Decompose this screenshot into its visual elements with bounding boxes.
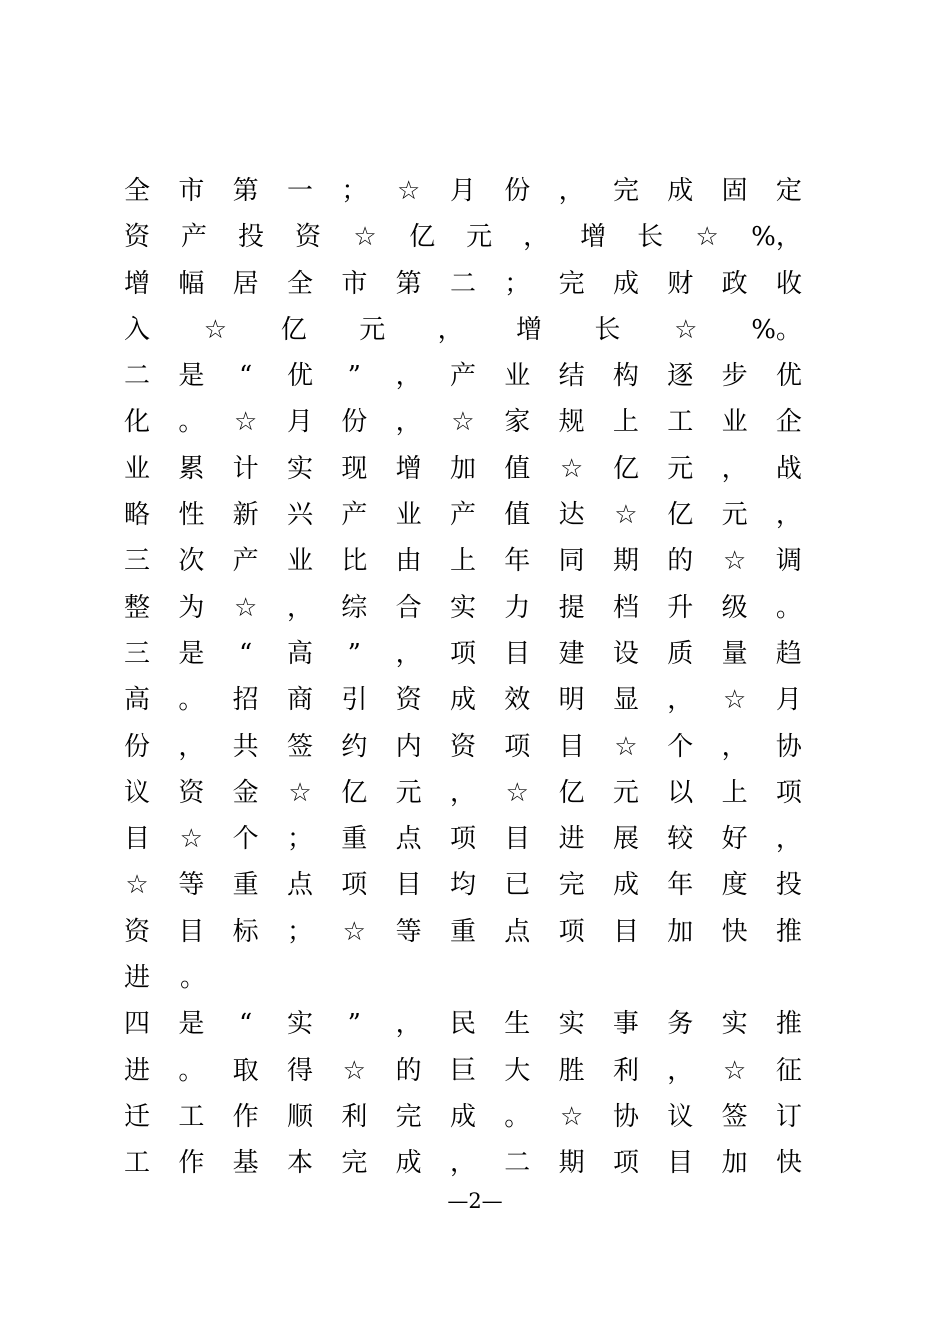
text-char: ， [449, 777, 476, 808]
text-char: 个 [232, 824, 259, 855]
text-char: 完 [612, 176, 639, 206]
text-char: 工 [667, 407, 694, 438]
text-char: 目 [612, 916, 639, 947]
text-char: 值 [504, 453, 531, 484]
text-char: ☆ [614, 731, 638, 762]
text-char: ☆ [203, 314, 228, 345]
text-char: 进 [124, 1055, 151, 1086]
text-char: 。 [178, 685, 205, 716]
text-char: 月 [449, 176, 476, 206]
text-char: 实 [286, 453, 313, 484]
text-char: 年 [667, 870, 694, 901]
text-char: 上 [612, 407, 639, 438]
text-char: 档 [612, 592, 639, 623]
text-char: 征 [775, 1055, 802, 1086]
text-char: ☆ [451, 407, 475, 438]
text-char: 投 [775, 870, 802, 901]
text-char: 成 [667, 176, 694, 206]
text-char: ， [523, 222, 550, 253]
page-number: —2— [447, 1189, 503, 1213]
text-char: ” [347, 361, 361, 392]
text-char: 份 [504, 176, 531, 206]
text-char: 同 [558, 546, 585, 577]
text-char: 市 [178, 176, 205, 206]
text-char: 项 [504, 731, 531, 762]
text-char: ； [341, 176, 368, 206]
text-char: 战 [775, 453, 802, 484]
text-char: ☆ [125, 870, 149, 901]
text-char: 推 [775, 916, 802, 947]
text-char: 签 [286, 731, 313, 762]
text-char: 资 [178, 777, 205, 808]
text-char: ； [286, 916, 313, 947]
text-char: 成 [612, 870, 639, 901]
text-char: 实 [449, 592, 476, 623]
text-char: 亿 [280, 314, 307, 345]
text-char: 月 [775, 685, 802, 716]
text-char: 项 [558, 916, 585, 947]
text-char: ， [395, 1009, 422, 1040]
text-char: 项 [449, 824, 476, 855]
text-char: 长 [637, 222, 664, 253]
text-char: 快 [721, 916, 748, 947]
text-char: 签 [721, 1101, 748, 1132]
text-char: 份 [124, 731, 151, 762]
text-char: 三 [124, 546, 151, 577]
text-char: ， [721, 731, 748, 762]
text-char: 展 [612, 824, 639, 855]
text-char: 点 [286, 870, 313, 901]
text-char: 标 [232, 916, 259, 947]
text-char: 金 [232, 777, 259, 808]
text-char: 成 [395, 1148, 422, 1179]
text-char: 重 [449, 916, 476, 947]
text-char: 重 [232, 870, 259, 901]
text-char: 议 [124, 777, 151, 808]
text-char: 份 [341, 407, 368, 438]
text-char: 累 [178, 453, 205, 484]
text-char: 产 [181, 222, 208, 253]
text-char: 增 [516, 314, 543, 345]
text-char: 实 [286, 1009, 313, 1040]
text-char: 政 [721, 268, 748, 299]
text-char: ” [347, 1009, 361, 1040]
text-char: “ [239, 1009, 253, 1040]
text-char: 质 [667, 638, 694, 669]
text-char: 结 [558, 361, 585, 392]
text-char: 二 [504, 1148, 531, 1179]
body-text [124, 168, 802, 1187]
text-char: 元 [395, 777, 422, 808]
text-line [124, 261, 802, 307]
text-char: 均 [449, 870, 476, 901]
text-char: 资 [124, 916, 151, 947]
text-line [124, 631, 802, 677]
text-char: 定 [775, 176, 802, 206]
text-char: ， [395, 407, 422, 438]
text-char: 产 [341, 500, 368, 531]
text-char: 资 [295, 222, 322, 253]
text-char: ， [775, 824, 802, 855]
text-char: ☆ [722, 685, 747, 716]
text-char: ☆ [559, 453, 584, 484]
text-char: 业 [504, 361, 531, 392]
text-char: 设 [612, 638, 639, 669]
text-char: 项 [612, 1148, 639, 1179]
text-char: 逐 [667, 361, 694, 392]
text-char: 重 [341, 824, 368, 855]
text-char: 明 [558, 685, 585, 716]
text-char: 业 [286, 546, 313, 577]
text-char: 成 [612, 268, 639, 299]
text-char: 加 [721, 1148, 748, 1179]
text-char: 建 [558, 638, 585, 669]
text-line [124, 955, 802, 1001]
text-char: 期 [558, 1148, 585, 1179]
text-char: 次 [178, 546, 205, 577]
text-char: 。 [178, 1055, 205, 1086]
text-char: 资 [124, 222, 151, 253]
text-char: 胜 [558, 1055, 585, 1086]
text-char: ， [721, 453, 748, 484]
text-char: 协 [612, 1101, 639, 1132]
text-char: ☆ [722, 1055, 747, 1086]
text-char: 企 [775, 407, 802, 438]
text-char: ☆ [342, 1055, 366, 1086]
text-line [124, 353, 802, 399]
text-char: 二 [449, 268, 476, 299]
text-char: 量 [721, 638, 748, 669]
text-char: 产 [232, 546, 259, 577]
text-char: 。 [180, 963, 207, 994]
text-char: 效 [504, 685, 531, 716]
text-char: ☆ [342, 916, 366, 947]
text-char: 三 [124, 638, 151, 669]
text-line [124, 1094, 802, 1140]
text-char: 等 [395, 916, 422, 947]
text-char: 二 [124, 361, 151, 392]
text-char: 进 [558, 824, 585, 855]
text-char: 巨 [449, 1055, 476, 1086]
text-line [124, 538, 802, 584]
text-line [124, 168, 802, 214]
text-char: 。 [775, 592, 802, 623]
text-char: 兴 [286, 500, 313, 531]
text-line [124, 1140, 802, 1186]
text-char: 度 [721, 870, 748, 901]
text-char: %， [751, 222, 802, 253]
text-char: 提 [558, 592, 585, 623]
text-char: 固 [721, 176, 748, 206]
text-char: 以 [667, 777, 694, 808]
text-char: ☆ [288, 777, 312, 808]
text-char: 好 [721, 824, 748, 855]
text-char: 业 [395, 500, 422, 531]
text-char: 亿 [409, 222, 436, 253]
text-char: 的 [395, 1055, 422, 1086]
text-char: “ [239, 361, 253, 392]
text-char: ☆ [559, 1101, 584, 1132]
text-char: 进 [124, 963, 151, 994]
text-line [124, 677, 802, 723]
text-line [124, 909, 802, 955]
text-char: ， [437, 314, 464, 345]
text-char: 订 [775, 1101, 802, 1132]
text-char: 规 [558, 407, 585, 438]
text-char: 综 [341, 592, 368, 623]
text-char: 新 [232, 500, 259, 531]
text-char: ☆ [179, 824, 203, 855]
text-char: ， [667, 685, 694, 716]
text-char: 引 [341, 685, 368, 716]
text-char: 增 [580, 222, 607, 253]
text-char: 内 [395, 731, 422, 762]
text-char: 是 [178, 1009, 205, 1040]
text-char: 高 [286, 638, 313, 669]
text-char: ， [667, 1055, 694, 1086]
text-char: 全 [124, 176, 151, 206]
text-line [124, 399, 802, 445]
text-char: 元 [466, 222, 493, 253]
text-char: 增 [395, 453, 422, 484]
text-char: 作 [232, 1101, 259, 1132]
text-char: 加 [449, 453, 476, 484]
text-char: 完 [341, 1148, 368, 1179]
text-char: 增 [124, 268, 151, 299]
text-line [124, 492, 802, 538]
text-char: 议 [667, 1101, 694, 1132]
text-char: 完 [558, 870, 585, 901]
text-char: 的 [667, 546, 694, 577]
text-char: ☆ [505, 777, 529, 808]
text-char: 目 [504, 638, 531, 669]
text-char: 目 [124, 824, 151, 855]
text-char: ， [286, 592, 313, 623]
text-char: 利 [341, 1101, 368, 1132]
text-char: 达 [558, 500, 585, 531]
text-char: ， [178, 731, 205, 762]
text-char: 亿 [341, 777, 368, 808]
text-line [124, 862, 802, 908]
text-char: 年 [504, 546, 531, 577]
text-line [124, 1048, 802, 1094]
text-char: 居 [232, 268, 259, 299]
text-char: 市 [341, 268, 368, 299]
text-char: 级 [721, 592, 748, 623]
text-char: 。 [178, 407, 205, 438]
text-char: 计 [232, 453, 259, 484]
text-char: 构 [612, 361, 639, 392]
text-char: ☆ [722, 546, 747, 577]
text-char: ☆ [353, 222, 377, 253]
text-char: 实 [721, 1009, 748, 1040]
text-char: 力 [504, 592, 531, 623]
text-char: 全 [286, 268, 313, 299]
text-char: 工 [178, 1101, 205, 1132]
text-char: ☆ [234, 592, 258, 623]
text-line [124, 214, 802, 260]
text-char: 元 [612, 777, 639, 808]
text-char: 长 [594, 314, 621, 345]
text-char: 完 [395, 1101, 422, 1132]
text-char: 快 [775, 1148, 802, 1179]
text-char: 亿 [612, 453, 639, 484]
text-char: 资 [449, 731, 476, 762]
text-char: 项 [775, 777, 802, 808]
text-char: 事 [612, 1009, 639, 1040]
text-char: 民 [449, 1009, 476, 1040]
text-char: 约 [341, 731, 368, 762]
text-char: 点 [504, 916, 531, 947]
text-char: 入 [124, 314, 151, 345]
text-char: 工 [124, 1148, 151, 1179]
text-char: 幅 [178, 268, 205, 299]
text-char: 项 [449, 638, 476, 669]
text-char: 值 [504, 500, 531, 531]
text-char: 目 [667, 1148, 694, 1179]
text-char: 投 [238, 222, 265, 253]
text-char: 生 [504, 1009, 531, 1040]
text-char: 为 [178, 592, 205, 623]
text-char: 招 [232, 685, 259, 716]
text-char: 上 [449, 546, 476, 577]
text-char: 显 [612, 685, 639, 716]
text-char: 一 [286, 176, 313, 206]
text-char: ， [449, 1148, 476, 1179]
text-char: 点 [395, 824, 422, 855]
text-char: 成 [449, 685, 476, 716]
text-char: 务 [667, 1009, 694, 1040]
text-char: 由 [395, 546, 422, 577]
text-line [124, 1001, 802, 1047]
text-char: 成 [449, 1101, 476, 1132]
text-char: 产 [449, 361, 476, 392]
text-char: 元 [667, 453, 694, 484]
text-char: 元 [721, 500, 748, 531]
text-char: 合 [395, 592, 422, 623]
text-line [124, 724, 802, 770]
text-char: 取 [232, 1055, 259, 1086]
text-char: ； [504, 268, 531, 299]
text-char: 目 [504, 824, 531, 855]
text-char: 步 [721, 361, 748, 392]
text-char: 共 [232, 731, 259, 762]
text-char: “ [239, 638, 253, 669]
text-char: 性 [178, 500, 205, 531]
text-line [124, 446, 802, 492]
text-char: ☆ [396, 176, 421, 206]
text-char: 实 [558, 1009, 585, 1040]
text-char: 得 [286, 1055, 313, 1086]
text-char: 收 [775, 268, 802, 299]
text-char: ☆ [614, 500, 638, 531]
text-char: 第 [232, 176, 259, 206]
text-char: 财 [667, 268, 694, 299]
text-char: ” [347, 638, 361, 669]
text-char: 作 [178, 1148, 205, 1179]
text-char: 略 [124, 500, 151, 531]
text-char: 顺 [286, 1101, 313, 1132]
text-line [124, 307, 802, 353]
text-char: 较 [667, 824, 694, 855]
text-char: 利 [612, 1055, 639, 1086]
text-char: 目 [178, 916, 205, 947]
text-char: 月 [286, 407, 313, 438]
text-char: 高 [124, 685, 151, 716]
text-char: 趋 [775, 638, 802, 669]
text-char: 产 [449, 500, 476, 531]
text-line [124, 770, 802, 816]
text-char: 迁 [124, 1101, 151, 1132]
text-char: 大 [504, 1055, 531, 1086]
text-char: ， [395, 361, 422, 392]
text-char: 业 [721, 407, 748, 438]
text-char: 项 [341, 870, 368, 901]
text-char: 元 [359, 314, 386, 345]
text-char: 化 [124, 407, 151, 438]
text-char: 完 [558, 268, 585, 299]
text-char: 推 [775, 1009, 802, 1040]
text-char: 是 [178, 361, 205, 392]
text-char: 优 [775, 361, 802, 392]
text-char: 基 [232, 1148, 259, 1179]
text-char: 比 [341, 546, 368, 577]
text-char: ， [775, 500, 802, 531]
text-char: 本 [286, 1148, 313, 1179]
text-char: ☆ [234, 407, 258, 438]
text-line [124, 585, 802, 631]
text-char: 调 [775, 546, 802, 577]
text-char: 业 [124, 453, 151, 484]
text-char: 是 [178, 638, 205, 669]
text-char: 四 [124, 1009, 151, 1040]
text-char: 第 [395, 268, 422, 299]
text-char: 个 [667, 731, 694, 762]
text-char: 期 [612, 546, 639, 577]
text-char: 目 [558, 731, 585, 762]
text-char: 上 [721, 777, 748, 808]
text-char: 。 [504, 1101, 531, 1132]
text-char: 亿 [667, 500, 694, 531]
text-char: 优 [286, 361, 313, 392]
text-char: ☆ [674, 314, 698, 345]
text-char: ☆ [695, 222, 719, 253]
text-char: 目 [395, 870, 422, 901]
text-char: %。 [751, 314, 802, 345]
text-char: 已 [504, 870, 531, 901]
text-char: 等 [178, 870, 205, 901]
text-char: 现 [341, 453, 368, 484]
text-char: 整 [124, 592, 151, 623]
text-line [124, 816, 802, 862]
text-char: ， [558, 176, 585, 206]
text-char: 家 [504, 407, 531, 438]
text-char: 协 [775, 731, 802, 762]
text-char: 商 [286, 685, 313, 716]
text-char: 升 [667, 592, 694, 623]
text-char: ； [286, 824, 313, 855]
text-char: ， [395, 638, 422, 669]
text-char: 亿 [558, 777, 585, 808]
text-char: 加 [667, 916, 694, 947]
text-char: 资 [395, 685, 422, 716]
